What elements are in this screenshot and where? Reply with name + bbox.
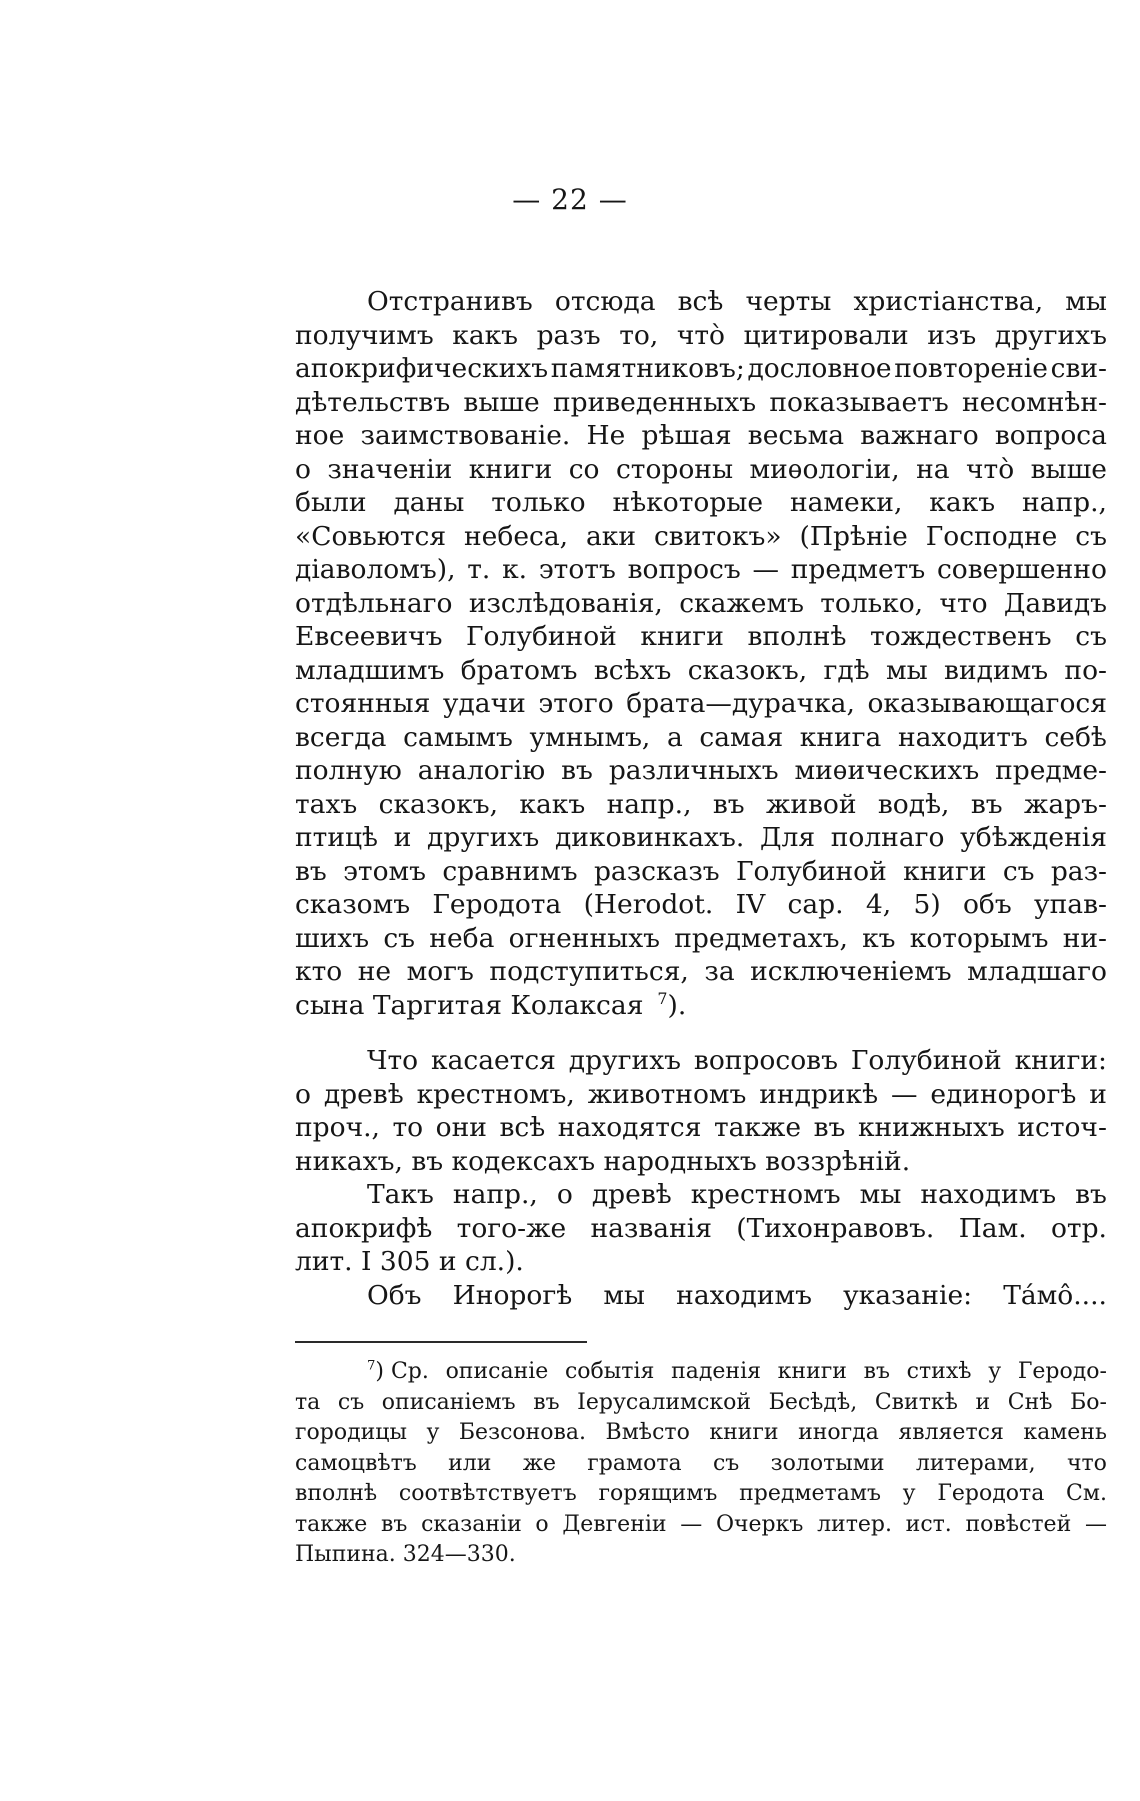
word: что [1066,1450,1107,1476]
word: съ [337,1389,365,1415]
word: золотыми [770,1450,885,1476]
footnote-reference[interactable] [657,989,686,1023]
word: показываетъ [769,386,949,418]
word: литер. [817,1511,892,1537]
paragraph-3 [295,1178,1107,1279]
word: полнаго [830,822,945,853]
text-line [295,587,1107,621]
word: неба [429,922,495,954]
paragraph-4 [295,1279,1107,1313]
text-line [295,352,1107,386]
word: умнымъ, [529,721,651,753]
word: Для [759,822,816,853]
word: а [666,721,683,753]
footnote-line-last: Пыпина. 324—330. [295,1542,516,1567]
word: что [939,587,988,619]
word: — [680,1511,703,1537]
word: о [295,1078,311,1110]
text-line [295,687,1107,721]
word: вполнѣ [295,1481,378,1506]
word: и [393,822,412,853]
word: сказокъ, [378,788,499,820]
word: Девгеніи [562,1511,667,1537]
word: намеки, [789,487,903,518]
word: книги [777,1359,847,1384]
word: Давидъ [1003,587,1107,619]
text-span: ). [667,989,687,1021]
word: Голубиной [466,621,617,652]
word: «Совьются [295,520,447,552]
word: IV [735,889,766,920]
word: гдѣ [823,654,870,686]
word: цитировали [743,319,909,351]
word: индрикѣ [759,1078,879,1110]
word: у [426,1420,440,1445]
word: мы [859,1179,902,1210]
word: (Тихонравовъ. [736,1212,935,1244]
word: Господне [925,520,1058,552]
word: мы [886,654,928,686]
word: предметамъ [739,1481,881,1506]
word: также [295,1511,368,1537]
word: Та́мо̂.... [1003,1279,1107,1311]
word: раз- [1050,855,1107,887]
word: разсказъ [593,855,720,887]
word: въ [295,855,327,887]
word: городицы [295,1420,407,1445]
word: шихъ [295,922,370,954]
word: паденія [671,1359,761,1384]
word: грамота [587,1450,682,1476]
word: объ [962,889,1012,920]
word: скажемъ [679,587,804,619]
word: Бесѣдѣ, [768,1389,858,1415]
text-line [295,1178,1107,1212]
word: повѣстей [965,1511,1072,1537]
text-line [295,520,1107,554]
word: находимъ [920,1179,1057,1210]
word: стихѣ [906,1359,972,1384]
footnote-line [295,1449,1107,1480]
word: этотъ [538,554,616,585]
word: указаніе: [843,1279,973,1311]
word: Геродота [937,1481,1045,1506]
word: небеса, [464,520,569,552]
footnote-divider [295,1341,587,1343]
word: братомъ [460,654,578,686]
word: со [568,453,600,485]
word: Бо- [1070,1389,1107,1415]
text-line [295,1212,1107,1246]
word: о [535,1511,549,1537]
footnote-line [295,1388,1107,1419]
text-line [295,855,1107,889]
word: предметъ [790,554,926,585]
word: въ [970,788,1003,820]
word: Голубиной [735,855,887,887]
word: вполнѣ [747,621,847,652]
word: свитокъ» [653,520,782,552]
word: Очеркъ [715,1511,804,1537]
word: — [752,554,779,585]
word: въ [712,788,745,820]
word: какъ [452,319,519,351]
text-line [295,1111,1107,1145]
word: всѣ [677,286,724,317]
word: другихъ [994,319,1107,351]
text-line [295,955,1107,989]
word: сказомъ [295,889,411,920]
word: младшимъ [295,654,445,686]
word: та [295,1389,321,1415]
word: упав- [1034,889,1107,920]
word: съ [1075,520,1107,552]
word: отдѣльнаго [295,587,453,619]
word: крестномъ [690,1179,841,1210]
word: находитъ [897,721,1028,753]
word: только [491,487,586,518]
word: cap. [787,889,844,920]
word: діаволомъ), [295,554,456,585]
word: самымъ [403,721,513,753]
word: на [916,453,950,485]
word: находятся [557,1112,702,1143]
word: Іерусалимской [577,1389,752,1415]
page-number: — 22 — [512,183,628,216]
word: получимъ [295,319,434,351]
word: названія [590,1212,712,1244]
word: Снѣ [1007,1389,1053,1415]
word: отсюда [554,286,656,317]
word: полную [295,755,402,786]
word: приведенныхъ [552,386,757,418]
word: напр., [452,1179,538,1210]
word: апокрифическихъ [295,353,549,384]
word: — [890,1078,918,1110]
word: значеніи [327,453,453,485]
word: выше [1030,453,1107,485]
word: источ- [1017,1112,1107,1143]
word: — [1084,1511,1107,1537]
word: и [1089,1078,1107,1110]
word: вопроса [994,420,1107,451]
word: ни- [1062,922,1107,954]
word: древѣ [591,1179,672,1210]
word: (Herodot. [583,889,714,920]
word: касается [431,1045,556,1076]
word: всѣ [499,1112,546,1143]
word: себѣ [1044,721,1107,753]
word: въ [813,1112,846,1143]
text-line [295,754,1107,788]
word: Пам. [958,1212,1027,1244]
text-line [295,386,1107,420]
word: о [556,1179,573,1210]
word: крестномъ, [416,1078,575,1110]
word: аналогію [417,755,546,786]
word: у [988,1359,1002,1384]
word: нѣкоторые [612,487,764,518]
word: не [357,956,392,987]
word: этого [538,688,614,719]
word: ное [295,420,345,451]
word: апокрифѣ [295,1212,433,1244]
word: предметахъ, [674,922,848,954]
text-line [295,922,1107,956]
text-line [295,1044,1107,1078]
word: другихъ [568,1045,682,1076]
word: ист. [905,1511,952,1537]
text-line [295,788,1107,822]
paragraph-2 [295,1044,1107,1178]
footnotes [295,1357,1107,1571]
word: или [448,1450,492,1476]
word: находимъ [676,1279,812,1311]
word: разъ [536,319,601,351]
word: Объ [367,1279,422,1311]
word: самоцвѣтъ [295,1450,417,1476]
word: водѣ, [877,788,950,820]
word: описаніе [445,1359,549,1384]
word: какъ [519,788,586,820]
word: книги [709,1420,779,1445]
word: книги [903,855,987,887]
word: исключеніемъ [750,956,952,987]
word: Геродота [432,889,562,920]
text-line-last: никахъ, въ кодексахъ народныхъ воззрѣній. [295,1145,911,1177]
word: только, [820,587,924,619]
paragraph-gap [295,1022,1107,1044]
word: тахъ [295,788,358,820]
footnote-marker: $^7$) Ср. [367,1358,429,1384]
word: Отстранивъ [367,286,533,317]
word: древѣ [323,1078,404,1110]
footnote-ref-number: 7 [657,988,668,1008]
word: съ [1075,621,1107,652]
word: съ [712,1450,740,1476]
word: Безсонова. [458,1420,587,1445]
word: напр., [1021,487,1107,518]
word: аки [585,520,637,552]
word: рѣшая [641,420,732,451]
word: огненныхъ [508,922,661,954]
word: жаръ- [1023,788,1107,820]
word: иногда [798,1420,879,1445]
word: животномъ [587,1078,747,1110]
word: которымъ [909,922,1049,954]
word: убѣжденія [960,822,1107,853]
text-line [295,888,1107,922]
text-line [295,1078,1107,1112]
word: весьма [747,420,845,451]
text-line [295,821,1107,855]
word: у [902,1481,916,1506]
word: напр., [606,788,692,820]
word: горящимъ [598,1481,718,1506]
word: книга [799,721,882,753]
word: проч., [295,1112,380,1143]
word: соотвѣтствуетъ [398,1481,577,1506]
footnote-line [295,1479,1107,1510]
word: Евсеевичъ [295,621,443,652]
word: См. [1066,1481,1107,1506]
footnote-line-first [295,1357,1107,1388]
text-line [295,620,1107,654]
word: могъ [406,956,474,987]
word: были [295,487,367,518]
word: выше [463,386,540,418]
word: книги: [1014,1045,1107,1076]
text-line [295,486,1107,520]
text-span: сына Таргитая Колаксая [295,989,644,1021]
word: всегда [295,721,387,753]
word: различныхъ [608,755,779,786]
word: они [435,1112,487,1143]
word: что̀ [966,453,1015,485]
word: въ [380,1511,408,1537]
word: Инорогѣ [452,1279,573,1311]
word: совершенно [936,554,1107,585]
word: по- [1064,654,1107,686]
footnote-number: 7 [367,1358,376,1374]
text-line [295,1279,1107,1313]
word: важнаго [860,420,979,451]
word: мы [1065,286,1107,317]
word: за [704,956,735,987]
word: то [392,1112,424,1143]
word: т. [467,554,491,585]
word: миѳическихъ [794,755,980,786]
text-line [295,654,1107,688]
word: событія [564,1359,655,1384]
word: тождественъ [870,621,1052,652]
word: всѣхъ [593,654,672,686]
word: же [522,1450,556,1476]
word: отр. [1050,1212,1107,1244]
text-line [295,453,1107,487]
word: Геродо- [1017,1359,1107,1384]
word: вопросовъ [693,1045,838,1076]
word: сви- [1050,353,1107,384]
footnote-line [295,1418,1107,1449]
word: самая [699,721,784,753]
word: въ [533,1389,560,1415]
word: также [713,1112,802,1143]
word: мы [603,1279,646,1311]
word: стоянныя [295,688,431,719]
word: миѳологіи, [749,453,900,485]
word: другихъ [427,822,540,853]
word: даны [393,487,465,518]
word: сказокъ, [687,654,808,686]
word: вопросъ [627,554,741,585]
word: книги [468,453,553,485]
word: оказывающагося [867,688,1107,719]
word: камень [1023,1420,1107,1445]
word: въ [1075,1179,1107,1210]
word: къ [862,922,896,954]
word: памятниковъ; [550,353,745,384]
word: о [295,453,311,485]
word: 4, [865,889,892,920]
word: Не [586,420,626,451]
word: единорогѣ [930,1078,1077,1110]
word: Такъ [367,1179,434,1210]
word: сказаніи [421,1511,522,1537]
main-text [295,285,1107,1312]
word: Свиткѣ [874,1389,958,1415]
word: изслѣдованія, [468,587,663,619]
text-line [295,553,1107,587]
text-line [295,319,1107,353]
word: въ [561,755,593,786]
word: 5) [913,889,941,920]
word: книги [640,621,724,652]
text-line [295,721,1107,755]
word: удачи [442,688,526,719]
word: описаніемъ [381,1389,516,1415]
word: того-же [456,1212,567,1244]
word: младшаго [967,956,1107,987]
word: изъ [927,319,977,351]
paragraph-1 [295,285,1107,1022]
word: литерами, [915,1450,1036,1476]
word: черты [745,286,832,317]
word: к. [502,554,528,585]
word: (Прѣніе [799,520,908,552]
text-line-last [295,989,1107,1023]
word: книжныхъ [857,1112,1005,1143]
word: является [898,1420,1004,1445]
text-line-last: лит. I 305 и сл.). [295,1246,524,1277]
word: дѣтельствъ [295,386,451,418]
word: видимъ [944,654,1049,686]
word: съ [383,922,416,954]
word: и [975,1389,991,1415]
word: повтореніе [894,353,1048,384]
word: заимствованіе. [360,420,571,451]
text-line [295,285,1107,319]
word: Что [367,1045,419,1076]
word: птицѣ [295,822,379,853]
word: какъ [929,487,996,518]
word: стороны [615,453,734,485]
word: въ [863,1359,890,1384]
word: Голубиной [850,1045,1002,1076]
word: живой [765,788,857,820]
word: подступиться, [489,956,689,987]
word: что̀ [676,319,725,351]
word: сравнимъ [442,855,578,887]
word: предме- [995,755,1107,786]
word: этомъ [343,855,427,887]
word: брата—дурачка, [626,688,855,719]
text-line [295,419,1107,453]
word: диковинкахъ. [554,822,745,853]
word: несомнѣн- [961,386,1107,418]
word: то, [619,319,659,351]
footnote-line [295,1510,1107,1541]
word: кто [295,956,343,987]
word: Вмѣсто [605,1420,690,1445]
word: съ [1002,855,1035,887]
word: дословное [747,353,892,384]
word: христіанства, [853,286,1044,317]
